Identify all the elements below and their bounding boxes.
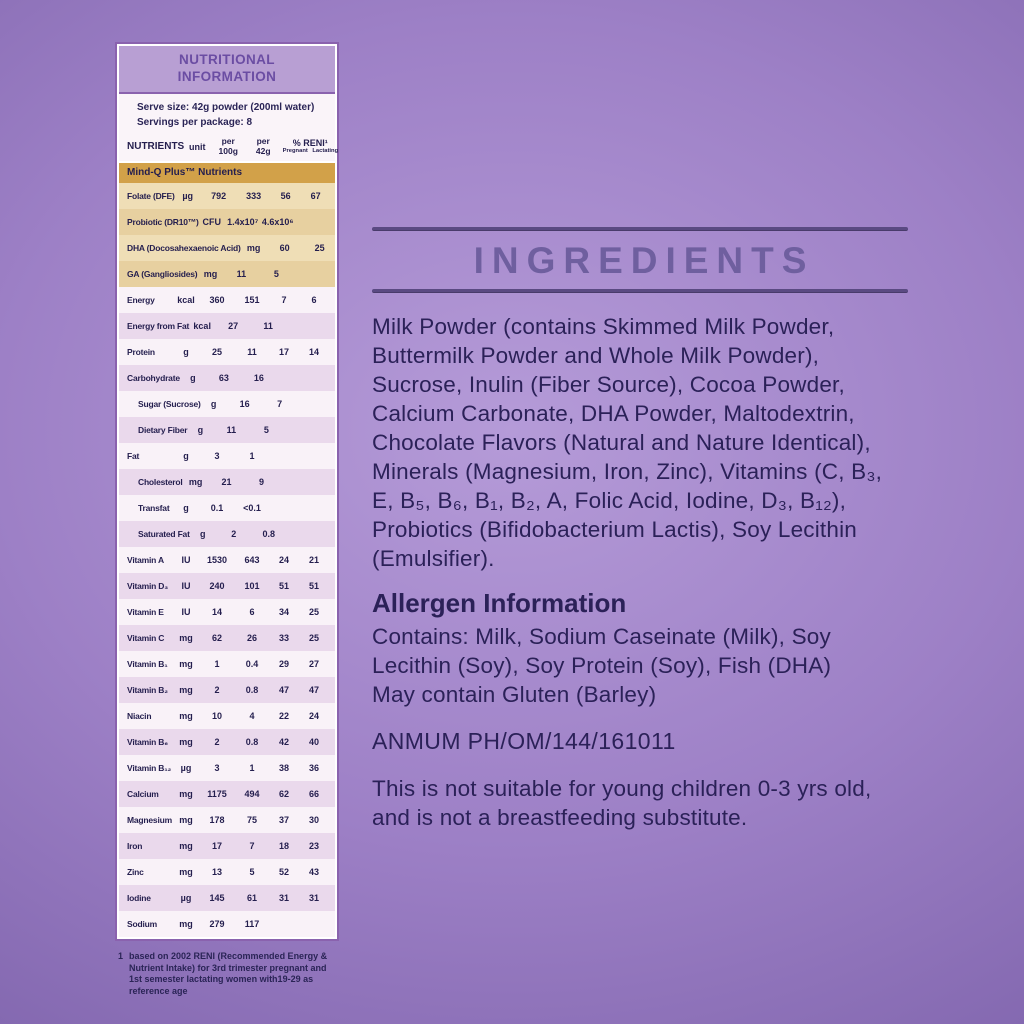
nutrient-unit: mg [179, 659, 193, 669]
table-row [119, 417, 335, 443]
value-per-42g: 26 [246, 633, 257, 643]
value-per-42g: 117 [244, 919, 260, 929]
nutrient-unit: mg [179, 815, 193, 825]
table-row [119, 625, 335, 651]
value-per-42g: 5 [249, 867, 255, 877]
per-100g-label: 100g [218, 145, 238, 156]
value-per-42g: 7 [249, 841, 255, 851]
nutrient-name: Iodine [127, 893, 151, 903]
value-reni-pregnant: 37 [278, 815, 289, 825]
allergen-heading: Allergen Information [372, 588, 627, 619]
value-per-100g: 3 [214, 451, 220, 461]
nutrient-name: Vitamin B₆ [127, 737, 168, 747]
ingredients-body: Milk Powder (contains Skimmed Milk Powder, Buttermilk Powder and Whole Milk Powder), Sucrose, Inulin (Fiber Source), Cocoa Powder, Calcium Carbonate, DHA Powder, Maltodextrin, Chocolate Flavors (Natural and Nature Identical), Minerals (Magnesium, Iron, Zinc), Vitamins (C, B₃, E, B₅, B₆, B₁, B₂, A, Folic Acid, Iodine, D₃, B₁₂), Probiotics (Bifidobacterium Lactis), Soy Lecithin (Emulsifier). [372, 314, 883, 572]
value-per-100g: 2 [214, 685, 220, 695]
nutrient-name: Calcium [127, 789, 159, 799]
value-per-42g: 9 [259, 477, 265, 487]
nutrient-name: Sugar (Sucrose) [138, 399, 201, 409]
divider-bottom [372, 289, 908, 293]
value-per-100g: 240 [209, 581, 225, 591]
value-per-100g: 0.1 [210, 503, 224, 513]
value-per-42g: 1 [249, 763, 255, 773]
column-per-100g [210, 137, 246, 156]
table-row [119, 703, 335, 729]
column-unit: unit [188, 141, 206, 152]
footnote-marker: 1 [118, 951, 124, 961]
value-per-42g: 0.8 [262, 529, 275, 539]
column-nutrients: NUTRIENTS [127, 141, 185, 152]
value-reni-pregnant: 24 [278, 555, 289, 565]
value-per-42g: 0.8 [245, 685, 259, 695]
nutrient-unit: µg [180, 763, 192, 773]
column-per-42g [246, 137, 280, 156]
value-reni-lactating: 40 [308, 737, 319, 747]
table-row [119, 651, 335, 677]
value-reni-pregnant: 22 [278, 711, 289, 721]
nutrient-unit: CFU [202, 217, 221, 227]
nutrition-panel [115, 42, 339, 941]
nutrient-unit: IU [181, 555, 191, 565]
value-per-100g: 1175 [207, 789, 227, 799]
value-reni-pregnant: 51 [278, 581, 289, 591]
value-per-100g: 279 [209, 919, 225, 929]
mindq-rows [119, 183, 335, 287]
nutrient-name: Iron [127, 841, 143, 851]
nutrient-unit: mg [179, 737, 193, 747]
nutrient-unit: µg [180, 893, 192, 903]
reni-sublabels [280, 148, 340, 156]
nutrient-name: Saturated Fat [138, 529, 190, 539]
value-per-42g: 61 [246, 893, 257, 903]
value-per-42g: 5 [273, 269, 279, 279]
nutrient-rows [119, 287, 335, 937]
value-per-100g: 21 [221, 477, 232, 487]
value-per-100g: 178 [209, 815, 225, 825]
table-row [119, 339, 335, 365]
nutrient-name: Cholesterol [138, 477, 183, 487]
value-per-100g: 1 [214, 659, 220, 669]
value-per-100g: 25 [211, 347, 222, 357]
value-reni-pregnant: 31 [278, 893, 289, 903]
value-per-100g: 11 [226, 425, 237, 435]
nutrient-unit: mg [179, 711, 193, 721]
mindq-section-header: Mind-Q Plus™ Nutrients [119, 161, 335, 183]
value-per-100g: 360 [209, 295, 225, 305]
value-per-42g: <0.1 [243, 503, 261, 513]
table-row [119, 599, 335, 625]
nutrient-name: Zinc [127, 867, 144, 877]
table-header [119, 134, 339, 161]
value-per-42g: 16 [253, 373, 264, 383]
nutrient-unit: mg [188, 477, 203, 487]
allergen-body [372, 622, 908, 709]
value-per-100g: 2 [231, 529, 237, 539]
table-row [119, 209, 335, 235]
nutrient-name: DHA (Docosahexaenoic Acid) [127, 243, 241, 253]
value-per-100g: 1.4x10⁷ [227, 217, 259, 227]
nutrient-name: Energy from Fat [127, 321, 190, 331]
nutrient-unit: g [210, 399, 217, 409]
nutrient-name: Magnesium [127, 815, 172, 825]
nutrient-unit: µg [182, 191, 193, 201]
nutrient-name: Protein [127, 347, 155, 357]
value-reni-lactating: 51 [308, 581, 319, 591]
value-reni-pregnant: 38 [278, 763, 289, 773]
nutrient-unit: g [197, 425, 204, 435]
value-reni-pregnant: 33 [278, 633, 289, 643]
table-row [119, 287, 335, 313]
nutrient-name: Probiotic (DR10™) [127, 217, 199, 227]
per-42g-label: 42g [255, 145, 271, 156]
allergen-contains: Contains: Milk, Sodium Caseinate (Milk), Soy Lecithin (Soy), Soy Protein (Soy), Fish (DHA) [372, 624, 832, 679]
nutrient-name: Transfat [138, 503, 170, 513]
nutrient-name: GA (Gangliosides) [127, 269, 198, 279]
value-per-100g: 10 [211, 711, 222, 721]
allergen-may-contain: May contain Gluten (Barley) [372, 682, 657, 708]
table-row [119, 547, 335, 573]
value-reni-pregnant: 47 [278, 685, 289, 695]
value-per-100g: 17 [211, 841, 222, 851]
table-row [119, 391, 335, 417]
value-reni-pregnant: 18 [278, 841, 289, 851]
panel-title: NUTRITIONAL INFORMATION [119, 46, 335, 94]
value-reni-pregnant: 34 [278, 607, 289, 617]
table-row [119, 365, 335, 391]
value-per-42g: 494 [244, 789, 260, 799]
nutrient-unit: mg [203, 269, 218, 279]
reni-label: % RENI¹ [292, 137, 328, 148]
nutrient-name: Folate (DFE) [127, 191, 175, 201]
value-per-100g: 11 [236, 269, 247, 279]
nutrient-name: Vitamin B₂ [127, 685, 168, 695]
value-per-42g: 4.6x10⁶ [261, 217, 294, 227]
value-per-42g: 11 [247, 347, 257, 357]
value-per-42g: 7 [277, 399, 283, 409]
value-reni-lactating: 24 [308, 711, 319, 721]
ingredients-section [372, 227, 908, 832]
value-reni-lactating: 36 [308, 763, 319, 773]
nutrient-name: Vitamin A [127, 555, 164, 565]
nutrient-name: Vitamin B₁₂ [127, 763, 172, 773]
nutrient-unit: mg [179, 867, 193, 877]
value-per-100g: 62 [211, 633, 222, 643]
value-per-42g: 0.8 [245, 737, 259, 747]
value-reni-lactating: 47 [308, 685, 319, 695]
value-reni-lactating: 27 [308, 659, 319, 669]
reni-footnote [118, 951, 338, 998]
nutrient-name: Carbohydrate [127, 373, 180, 383]
table-row [119, 859, 335, 885]
product-code: ANMUM PH/OM/144/161011 [372, 728, 676, 755]
value-reni-lactating: 31 [308, 893, 319, 903]
value-reni-pregnant: 42 [278, 737, 289, 747]
servings-per-package: Servings per package: 8 [137, 117, 253, 128]
value-reni-lactating: 25 [308, 633, 319, 643]
value-per-42g: 6 [249, 607, 255, 617]
value-per-100g: 60 [279, 243, 290, 253]
per-label: per [221, 136, 235, 147]
value-reni-pregnant: 56 [280, 191, 291, 201]
nutrient-unit: mg [179, 919, 193, 929]
nutrient-name: Vitamin E [127, 607, 164, 617]
nutrient-name: Energy [127, 295, 155, 305]
value-per-42g: 101 [244, 581, 260, 591]
nutrient-unit: IU [181, 581, 191, 591]
serve-info [119, 94, 335, 134]
nutrient-name: Fat [127, 451, 140, 461]
value-reni-pregnant: 62 [278, 789, 289, 799]
lactating-label: Lactating [312, 147, 339, 154]
value-reni-pregnant: 7 [281, 295, 287, 305]
value-reni-lactating: 21 [308, 555, 319, 565]
value-reni-pregnant: 17 [278, 347, 289, 357]
table-row [119, 469, 335, 495]
footnote-text: based on 2002 RENI (Recommended Energy & Nutrient Intake) for 3rd trimester pregnant and 1st semester lactating women with19-29 as reference age [129, 951, 328, 997]
table-row [119, 235, 335, 261]
value-per-42g: 1 [249, 451, 255, 461]
nutrient-name: Niacin [127, 711, 152, 721]
value-per-100g: 14 [211, 607, 222, 617]
nutrient-unit: IU [181, 607, 191, 617]
table-row [119, 833, 335, 859]
value-reni-lactating: 30 [308, 815, 319, 825]
table-row [119, 521, 335, 547]
nutrient-unit: g [183, 503, 189, 513]
per-label: per [256, 136, 270, 147]
nutrient-name: Dietary Fiber [138, 425, 188, 435]
value-per-100g: 1530 [206, 555, 228, 565]
table-row [119, 573, 335, 599]
table-row [119, 781, 335, 807]
nutrient-name: Vitamin B₁ [127, 659, 168, 669]
nutrient-unit: g [183, 347, 189, 357]
value-reni-lactating: 43 [308, 867, 319, 877]
nutrient-unit: g [199, 529, 206, 539]
table-row [119, 911, 335, 937]
value-reni-pregnant: 29 [278, 659, 289, 669]
value-reni-lactating: 67 [310, 191, 321, 201]
table-row [119, 183, 335, 209]
nutrient-name: Sodium [127, 919, 157, 929]
nutrient-unit: kcal [193, 321, 211, 331]
table-row [119, 261, 335, 287]
nutrient-unit: mg [179, 789, 193, 799]
table-row [119, 443, 335, 469]
value-per-100g: 2 [214, 737, 220, 747]
value-per-42g: 333 [246, 191, 262, 201]
value-per-42g: 75 [246, 815, 257, 825]
nutrient-unit: g [190, 373, 196, 383]
value-reni-lactating: 25 [308, 607, 319, 617]
nutrient-name: Vitamin C [127, 633, 165, 643]
pregnant-label: Pregnant [282, 147, 308, 154]
value-per-42g: 643 [244, 555, 260, 565]
value-per-42g: 0.4 [245, 659, 259, 669]
value-reni-lactating: 66 [308, 789, 319, 799]
nutrient-unit: mg [179, 685, 193, 695]
nutrient-name: Vitamin D₃ [127, 581, 168, 591]
nutrient-unit: mg [179, 841, 193, 851]
table-row [119, 677, 335, 703]
nutrient-unit: kcal [177, 295, 195, 305]
table-row [119, 755, 335, 781]
suitability-warning: This is not suitable for young children 0-3 yrs old, and is not a breastfeeding substitute. [372, 776, 872, 831]
value-reni-lactating: 23 [308, 841, 319, 851]
table-row [119, 729, 335, 755]
value-per-100g: 16 [239, 399, 250, 409]
value-per-42g: 151 [244, 295, 260, 305]
serve-size: Serve size: 42g powder (200ml water) [137, 102, 315, 113]
value-per-42g: 5 [263, 425, 269, 435]
table-row [119, 495, 335, 521]
value-per-100g: 13 [211, 867, 222, 877]
value-reni-lactating: 14 [308, 347, 319, 357]
value-per-42g: 4 [249, 711, 255, 721]
table-row [119, 313, 335, 339]
value-per-100g: 63 [218, 373, 229, 383]
value-per-100g: 27 [228, 321, 239, 331]
value-reni-pregnant: 52 [278, 867, 289, 877]
value-reni-lactating: 6 [311, 295, 317, 305]
table-row [119, 885, 335, 911]
table-row [119, 807, 335, 833]
ingredients-heading: INGREDIENTS [473, 240, 815, 281]
nutrient-unit: mg [246, 243, 261, 253]
nutrient-unit: g [183, 451, 189, 461]
value-per-100g: 3 [214, 763, 220, 773]
value-per-42g: 11 [263, 321, 273, 331]
value-per-100g: 792 [211, 191, 227, 201]
value-per-100g: 145 [209, 893, 225, 903]
column-reni [280, 138, 340, 156]
value-per-42g: 25 [314, 243, 325, 253]
nutrient-unit: mg [179, 633, 193, 643]
